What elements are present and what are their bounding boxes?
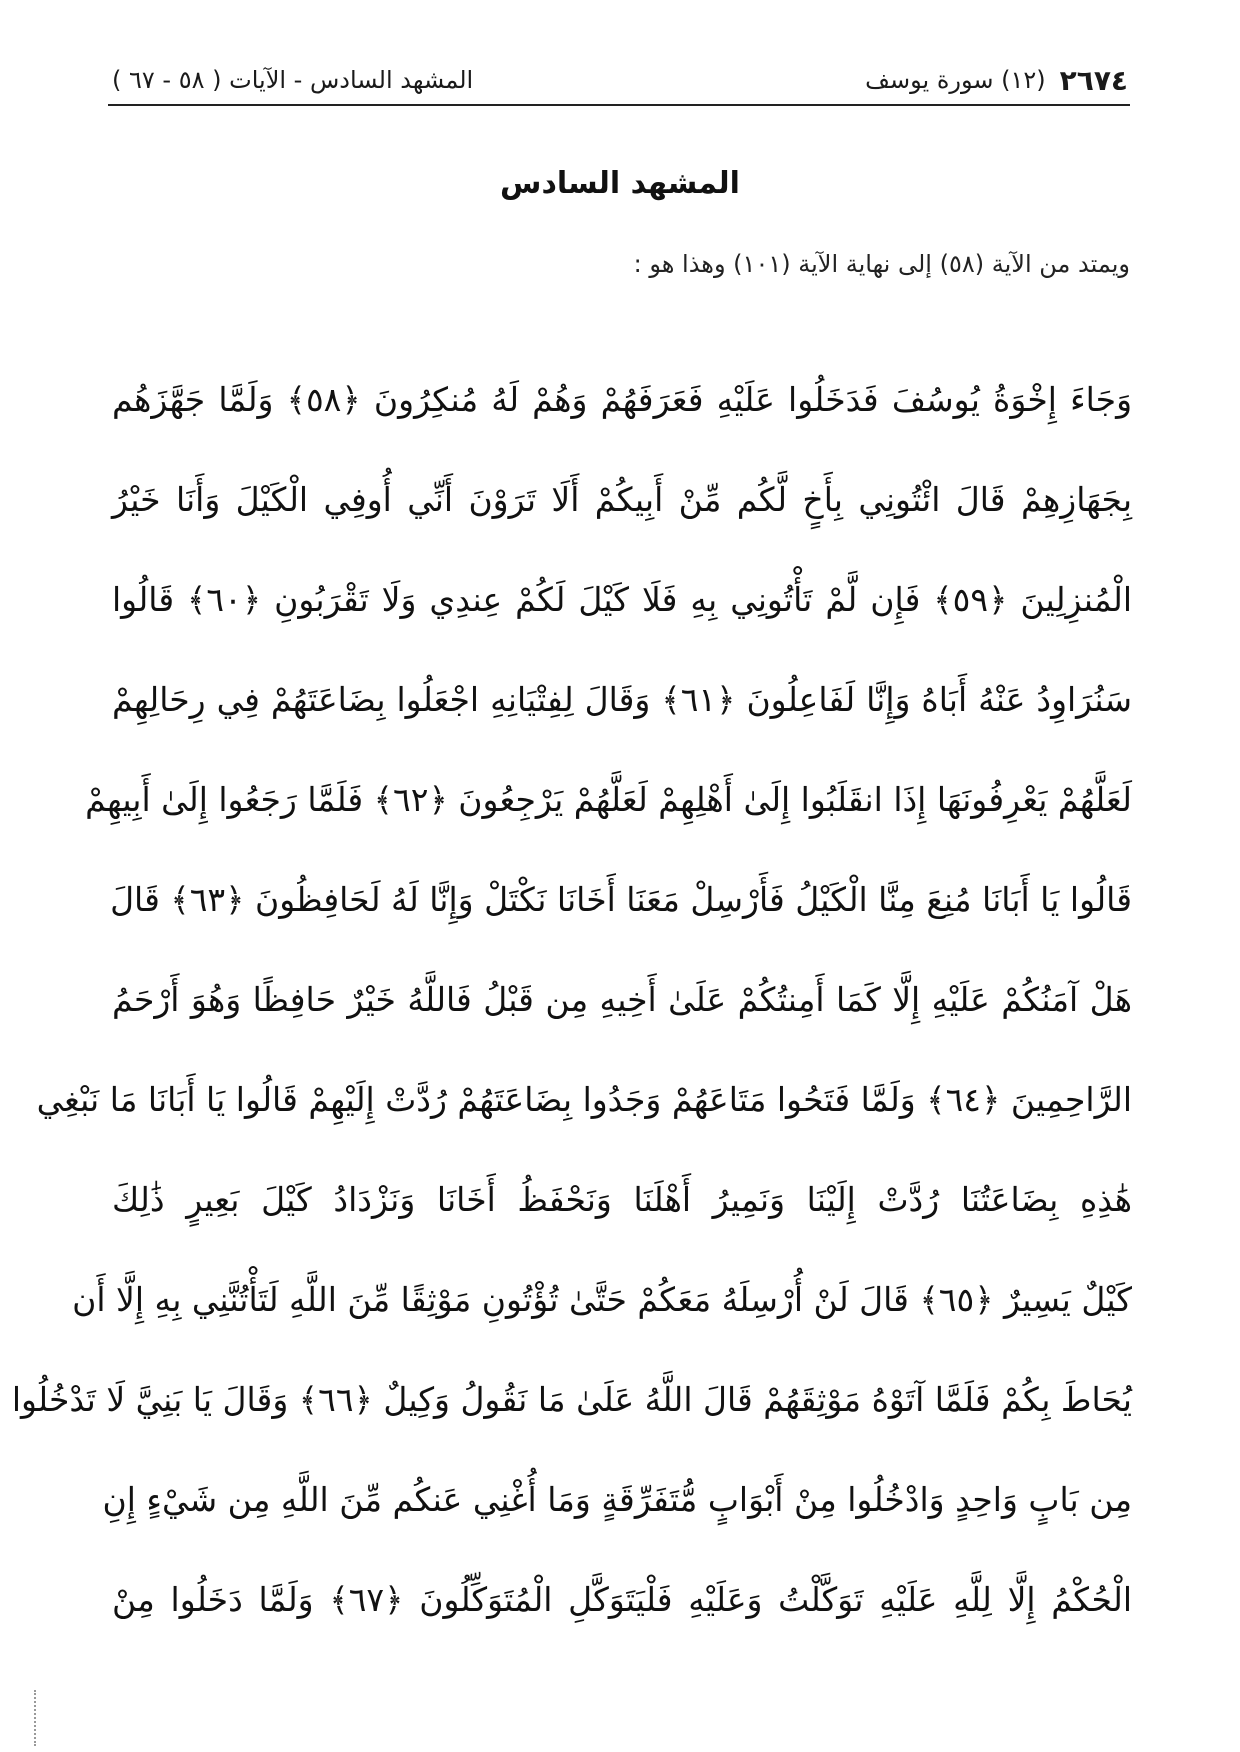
section-range: المشهد السادس - الآيات ( ٥٨ - ٦٧ ): [112, 66, 474, 94]
verse-line: الْمُنزِلِينَ ﴿٥٩﴾ فَإِن لَّمْ تَأْتُونِي بِهِ فَلَا كَيْلَ لَكُمْ عِندِي وَلَا تَقْرَبُونِ ﴿٦٠﴾ قَالُوا: [112, 580, 1133, 619]
verse-line: قَالُوا يَا أَبَانَا مُنِعَ مِنَّا الْكَيْلُ فَأَرْسِلْ مَعَنَا أَخَانَا نَكْتَلْ وَإِنَّا لَهُ لَحَافِظُونَ ﴿٦٣﴾ قَالَ: [110, 880, 1132, 919]
page-number: ٢٦٧٤: [1059, 63, 1128, 97]
verse-line: يُحَاطَ بِكُمْ فَلَمَّا آتَوْهُ مَوْثِقَهُمْ قَالَ اللَّهُ عَلَىٰ مَا نَقُولُ وَكِيلٌ ﴿٦٦﴾ وَقَالَ يَا بَنِيَّ لَا تَدْخُلُوا: [11, 1380, 1132, 1419]
verse-line: لَعَلَّهُمْ يَعْرِفُونَهَا إِذَا انقَلَبُوا إِلَىٰ أَهْلِهِمْ لَعَلَّهُمْ يَرْجِعُونَ ﴿٦٢﴾ فَلَمَّا رَجَعُوا إِلَىٰ أَبِيهِمْ: [85, 780, 1132, 819]
header-right-group: [865, 64, 1128, 97]
header-rule: [108, 104, 1130, 106]
running-header: [112, 58, 1128, 102]
scan-margin-mark: [34, 1690, 42, 1746]
verse-line: الرَّاحِمِينَ ﴿٦٤﴾ وَلَمَّا فَتَحُوا مَتَاعَهُمْ وَجَدُوا بِضَاعَتَهُمْ رُدَّتْ إِلَيْهِمْ قَالُوا يَا أَبَانَا مَا نَبْغِي: [36, 1080, 1132, 1119]
verse-line: كَيْلٌ يَسِيرٌ ﴿٦٥﴾ قَالَ لَنْ أُرْسِلَهُ مَعَكُمْ حَتَّىٰ تُؤْتُونِ مَوْثِقًا مِّنَ اللَّهِ لَتَأْتُنَّنِي بِهِ إِلَّا أَن: [72, 1280, 1132, 1319]
verse-line: وَجَاءَ إِخْوَةُ يُوسُفَ فَدَخَلُوا عَلَيْهِ فَعَرَفَهُمْ وَهُمْ لَهُ مُنكِرُونَ ﴿٥٨﴾ وَلَمَّا جَهَّزَهُم: [112, 380, 1133, 419]
verse-line: بِجَهَازِهِمْ قَالَ ائْتُونِي بِأَخٍ لَّكُم مِّنْ أَبِيكُمْ أَلَا تَرَوْنَ أَنِّي أُوفِي الْكَيْلَ وَأَنَا خَيْرُ: [112, 480, 1132, 519]
scene-title: المشهد السادس: [500, 166, 740, 201]
verse-line: الْحُكْمُ إِلَّا لِلَّهِ عَلَيْهِ تَوَكَّلْتُ وَعَلَيْهِ فَلْيَتَوَكَّلِ الْمُتَوَكِّلُونَ ﴿٦٧﴾ وَلَمَّا دَخَلُوا مِنْ: [112, 1580, 1132, 1619]
verse-line: سَنُرَاوِدُ عَنْهُ أَبَاهُ وَإِنَّا لَفَاعِلُونَ ﴿٦١﴾ وَقَالَ لِفِتْيَانِهِ اجْعَلُوا بِضَاعَتَهُمْ فِي رِحَالِهِمْ: [112, 680, 1133, 719]
verse-line: هَلْ آمَنُكُمْ عَلَيْهِ إِلَّا كَمَا أَمِنتُكُمْ عَلَىٰ أَخِيهِ مِن قَبْلُ فَاللَّهُ خَيْرٌ حَافِظًا وَهُوَ أَرْحَمُ: [112, 980, 1132, 1019]
header-left-group: [112, 66, 473, 94]
verse-line: هَٰذِهِ بِضَاعَتُنَا رُدَّتْ إِلَيْنَا وَنَمِيرُ أَهْلَنَا وَنَحْفَظُ أَخَانَا وَنَزْدَادُ كَيْلَ بَعِيرٍ ذَٰلِكَ: [112, 1180, 1132, 1219]
intro-line: ويمتد من الآية (٥٨) إلى نهاية الآية (١٠١) وهذا هو :: [633, 250, 1130, 278]
quran-verse-block: [11, 350, 1133, 1650]
verse-line: مِن بَابٍ وَاحِدٍ وَادْخُلُوا مِنْ أَبْوَابٍ مُّتَفَرِّقَةٍ وَمَا أُغْنِي عَنكُم مِّنَ اللَّهِ مِن شَيْءٍ إِنِ: [102, 1480, 1132, 1519]
surah-name: (١٢) سورة يوسف: [865, 66, 1046, 94]
